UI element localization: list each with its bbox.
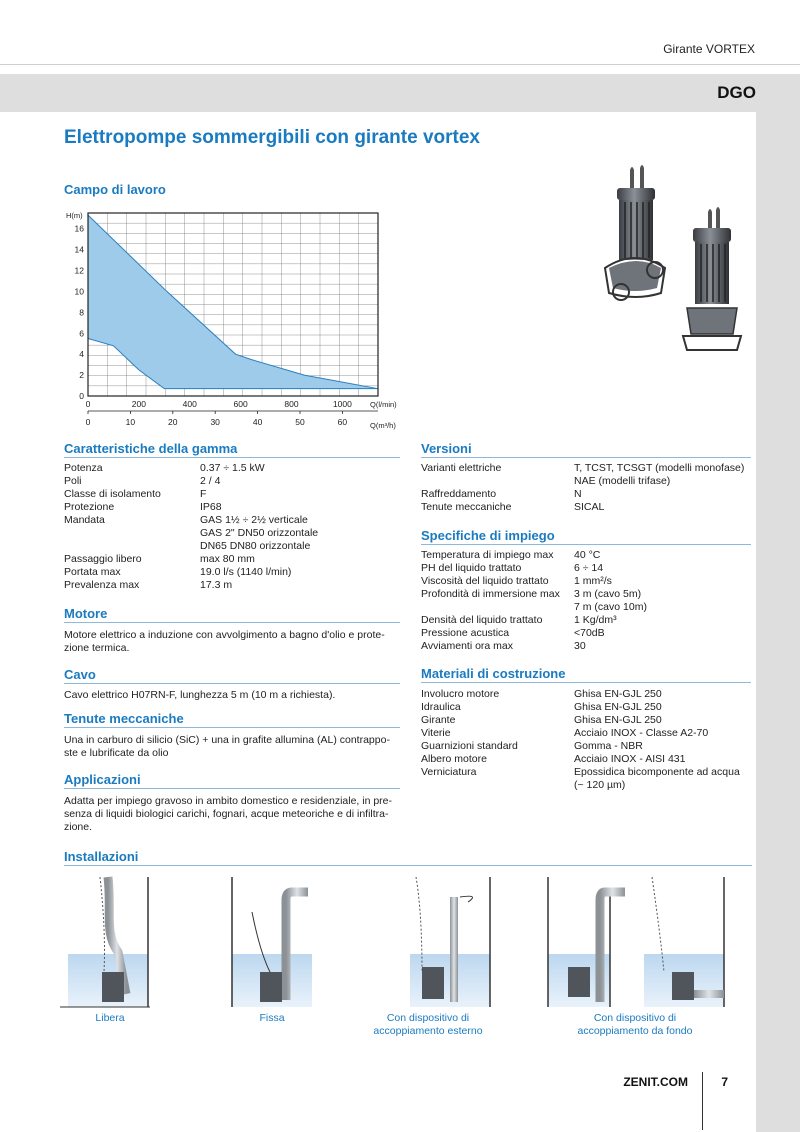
spec-row bbox=[421, 779, 761, 792]
spec-key bbox=[64, 540, 200, 553]
motore-heading: Motore bbox=[64, 606, 108, 621]
x2-axis-label: Q(m³/h) bbox=[370, 421, 396, 430]
cavo-heading: Cavo bbox=[64, 667, 96, 682]
spec-row bbox=[421, 562, 761, 575]
tenute-text bbox=[64, 734, 404, 760]
installazioni-divider bbox=[64, 865, 752, 866]
spec-value: DN65 DN80 orizzontale bbox=[200, 540, 311, 552]
y-tick-label: 12 bbox=[74, 265, 84, 276]
spec-key bbox=[421, 475, 574, 488]
spec-row bbox=[421, 462, 761, 475]
spec-key bbox=[421, 601, 574, 614]
spec-key: Passaggio libero bbox=[64, 553, 142, 565]
spec-value: Epossidica bicomponente ad acqua bbox=[574, 766, 740, 778]
spec-row bbox=[64, 514, 404, 527]
spec-row bbox=[64, 579, 404, 592]
applicazioni-divider bbox=[64, 788, 400, 789]
spec-key: Tenute meccaniche bbox=[421, 501, 512, 513]
specifiche-divider bbox=[421, 544, 751, 545]
paragraph-line: Una in carburo di silicio (SiC) + una in grafite allumina (AL) contrappo- bbox=[64, 734, 390, 746]
installazioni-heading: Installazioni bbox=[64, 849, 139, 864]
spec-row bbox=[421, 688, 761, 701]
materiali-table bbox=[421, 688, 761, 792]
spec-row bbox=[421, 614, 761, 627]
paragraph-line: senza di liquidi biologici carichi, fognari, acque meteoriche e di infiltra- bbox=[64, 808, 389, 820]
spec-key: Viscosità del liquido trattato bbox=[421, 575, 549, 587]
spec-row bbox=[421, 588, 761, 601]
install-label-fondo: Con dispositivo di accoppiamento da fondo bbox=[577, 1012, 693, 1037]
page-title: Elettropompe sommergibili con girante vortex bbox=[64, 127, 480, 148]
spec-value: 40 °C bbox=[574, 549, 601, 561]
y-tick-label: 6 bbox=[79, 328, 84, 339]
spec-row bbox=[421, 501, 761, 514]
spec-key: Densità del liquido trattato bbox=[421, 614, 543, 626]
spec-value: SICAL bbox=[574, 501, 605, 513]
spec-key: Guarnizioni standard bbox=[421, 740, 518, 752]
spec-row bbox=[421, 549, 761, 562]
install-esterno-icon bbox=[410, 877, 490, 1007]
header-section-title: Girante VORTEX bbox=[663, 42, 755, 56]
paragraph-line: Motore elettrico a induzione con avvolgimento a bagno d'olio e prote- bbox=[64, 629, 385, 641]
spec-key: Profondità di immersione max bbox=[421, 588, 560, 600]
x-tick-label: 0 bbox=[85, 399, 91, 409]
spec-key: Mandata bbox=[64, 514, 105, 526]
spec-row bbox=[421, 714, 761, 727]
x2-tick-label: 50 bbox=[295, 417, 305, 427]
spec-key: Raffreddamento bbox=[421, 488, 497, 500]
paragraph-line: zione termica. bbox=[64, 642, 130, 654]
y-tick-label: 4 bbox=[79, 349, 84, 360]
spec-value: 6 ÷ 14 bbox=[574, 562, 604, 574]
spec-value: 1 Kg/dm³ bbox=[574, 614, 617, 626]
spec-row bbox=[64, 527, 404, 540]
spec-key: Portata max bbox=[64, 566, 121, 578]
spec-value: 30 bbox=[574, 640, 586, 652]
spec-value: Ghisa EN-GJL 250 bbox=[574, 714, 662, 726]
install-libera-icon bbox=[60, 877, 150, 1007]
paragraph-line: zione. bbox=[64, 821, 93, 833]
x2-tick-label: 10 bbox=[125, 417, 136, 427]
spec-value: max 80 mm bbox=[200, 553, 255, 565]
spec-value: Ghisa EN-GJL 250 bbox=[574, 688, 662, 700]
pump-2-icon bbox=[683, 207, 741, 350]
spec-row bbox=[64, 553, 404, 566]
y-axis-label: H(m) bbox=[66, 211, 83, 220]
pump-1-icon bbox=[605, 165, 665, 300]
motore-divider bbox=[64, 622, 400, 623]
operating-area bbox=[88, 215, 378, 389]
spec-value: F bbox=[200, 488, 207, 500]
spec-row bbox=[421, 575, 761, 588]
cavo-text bbox=[64, 689, 404, 702]
spec-row bbox=[64, 566, 404, 579]
spec-value: Ghisa EN-GJL 250 bbox=[574, 701, 662, 713]
x2-tick-label: 40 bbox=[252, 417, 263, 427]
spec-key: Viterie bbox=[421, 727, 451, 739]
tenute-heading: Tenute meccaniche bbox=[64, 711, 184, 726]
x-tick-label: 400 bbox=[182, 399, 197, 409]
y-tick-label: 10 bbox=[74, 286, 84, 297]
x-tick-label: 800 bbox=[284, 399, 299, 409]
spec-key: Girante bbox=[421, 714, 456, 726]
spec-value: NAE (modelli trifase) bbox=[574, 475, 671, 487]
spec-key: Classe di isolamento bbox=[64, 488, 161, 500]
x-tick-label: 600 bbox=[233, 399, 248, 409]
spec-value: T, TCST, TCSGT (modelli monofase) bbox=[574, 462, 745, 474]
spec-key bbox=[64, 527, 200, 540]
x-tick-label: 1000 bbox=[332, 399, 352, 409]
spec-row bbox=[421, 475, 761, 488]
spec-row bbox=[421, 627, 761, 640]
spec-row bbox=[421, 601, 761, 614]
spec-key: Verniciatura bbox=[421, 766, 477, 778]
x2-tick-label: 60 bbox=[337, 417, 348, 427]
y-tick-label: 8 bbox=[79, 307, 84, 318]
specifiche-table bbox=[421, 549, 761, 653]
applicazioni-text bbox=[64, 795, 404, 834]
spec-key: Potenza bbox=[64, 462, 103, 474]
versioni-divider bbox=[421, 457, 751, 458]
header-divider bbox=[0, 64, 800, 65]
install-fissa-icon bbox=[232, 877, 312, 1007]
spec-row bbox=[421, 640, 761, 653]
spec-key: Varianti elettriche bbox=[421, 462, 502, 474]
spec-value: 0.37 ÷ 1.5 kW bbox=[200, 462, 265, 474]
spec-row bbox=[64, 501, 404, 514]
spec-key: Avviamenti ora max bbox=[421, 640, 514, 652]
spec-value: 1 mm²/s bbox=[574, 575, 612, 587]
versioni-heading: Versioni bbox=[421, 441, 472, 456]
spec-key: Temperatura di impiego max bbox=[421, 549, 554, 561]
paragraph-line: Cavo elettrico H07RN-F, lunghezza 5 m (10 m a richiesta). bbox=[64, 689, 336, 701]
spec-row bbox=[421, 753, 761, 766]
materiali-divider bbox=[421, 682, 751, 683]
spec-value: <70dB bbox=[574, 627, 605, 639]
spec-row bbox=[64, 462, 404, 475]
gamma-heading: Caratteristiche della gamma bbox=[64, 441, 238, 456]
spec-row bbox=[421, 488, 761, 501]
spec-value: 7 m (cavo 10m) bbox=[574, 601, 647, 613]
install-label-esterno: Con dispositivo di accoppiamento esterno bbox=[373, 1012, 483, 1037]
spec-value: 3 m (cavo 5m) bbox=[574, 588, 642, 600]
spec-value: GAS 1½ ÷ 2½ verticale bbox=[200, 514, 308, 526]
cavo-divider bbox=[64, 683, 400, 684]
applicazioni-heading: Applicazioni bbox=[64, 772, 141, 787]
spec-value: Gomma - NBR bbox=[574, 740, 643, 752]
tenute-divider bbox=[64, 727, 400, 728]
paragraph-line: Adatta per impiego gravoso in ambito domestico e residenziale, in pre- bbox=[64, 795, 393, 807]
spec-row bbox=[64, 540, 404, 553]
y-tick-label: 14 bbox=[74, 244, 84, 255]
motore-text bbox=[64, 629, 404, 655]
spec-value: 19.0 l/s (1140 l/min) bbox=[200, 566, 292, 578]
spec-value: N bbox=[574, 488, 582, 500]
paragraph-line: ste e lubrificate da olio bbox=[64, 747, 169, 759]
performance-chart bbox=[54, 205, 404, 433]
model-code: DGO bbox=[717, 83, 756, 102]
y-tick-label: 16 bbox=[74, 223, 84, 234]
spec-value: (~ 120 µm) bbox=[574, 779, 626, 791]
header-band bbox=[0, 74, 800, 112]
spec-row bbox=[421, 766, 761, 779]
spec-value: Acciaio INOX - AISI 431 bbox=[574, 753, 686, 765]
install-label-libera: Libera bbox=[95, 1012, 125, 1024]
spec-value: 2 / 4 bbox=[200, 475, 221, 487]
spec-value: 17.3 m bbox=[200, 579, 233, 591]
spec-value: GAS 2" DN50 orizzontale bbox=[200, 527, 319, 539]
footer-divider bbox=[702, 1072, 703, 1130]
footer-website: ZENIT.COM bbox=[623, 1075, 688, 1089]
spec-key: Albero motore bbox=[421, 753, 487, 765]
install-fondo-icon bbox=[548, 877, 724, 1007]
spec-key: Idraulica bbox=[421, 701, 461, 713]
x2-tick-label: 30 bbox=[210, 417, 220, 427]
versioni-table bbox=[421, 462, 761, 514]
spec-key: Prevalenza max bbox=[64, 579, 140, 591]
x-tick-label: 200 bbox=[131, 399, 146, 409]
x-axis-label: Q(l/min) bbox=[370, 400, 397, 409]
spec-row bbox=[421, 727, 761, 740]
materiali-heading: Materiali di costruzione bbox=[421, 666, 566, 681]
gamma-divider bbox=[64, 457, 400, 458]
y-tick-label: 2 bbox=[79, 370, 84, 381]
spec-value: IP68 bbox=[200, 501, 222, 513]
spec-key: Pressione acustica bbox=[421, 627, 510, 639]
spec-key bbox=[421, 779, 574, 792]
page-number: 7 bbox=[721, 1075, 728, 1089]
spec-row bbox=[421, 701, 761, 714]
spec-row bbox=[64, 488, 404, 501]
spec-row bbox=[421, 740, 761, 753]
y-tick-label: 0 bbox=[79, 391, 84, 401]
x2-tick-label: 20 bbox=[168, 417, 178, 427]
spec-value: Acciaio INOX - Classe A2-70 bbox=[574, 727, 709, 739]
install-label-fissa: Fissa bbox=[259, 1012, 285, 1024]
spec-key: Poli bbox=[64, 475, 82, 487]
campo-heading: Campo di lavoro bbox=[64, 182, 166, 197]
x2-tick-label: 0 bbox=[85, 417, 91, 427]
gamma-table bbox=[64, 462, 404, 592]
spec-key: Involucro motore bbox=[421, 688, 500, 700]
side-strip bbox=[756, 112, 800, 1132]
installation-diagrams bbox=[60, 872, 750, 1012]
specifiche-heading: Specifiche di impiego bbox=[421, 528, 555, 543]
spec-key: Protezione bbox=[64, 501, 115, 513]
spec-key: PH del liquido trattato bbox=[421, 562, 522, 574]
pump-product-image bbox=[595, 160, 745, 360]
spec-row bbox=[64, 475, 404, 488]
